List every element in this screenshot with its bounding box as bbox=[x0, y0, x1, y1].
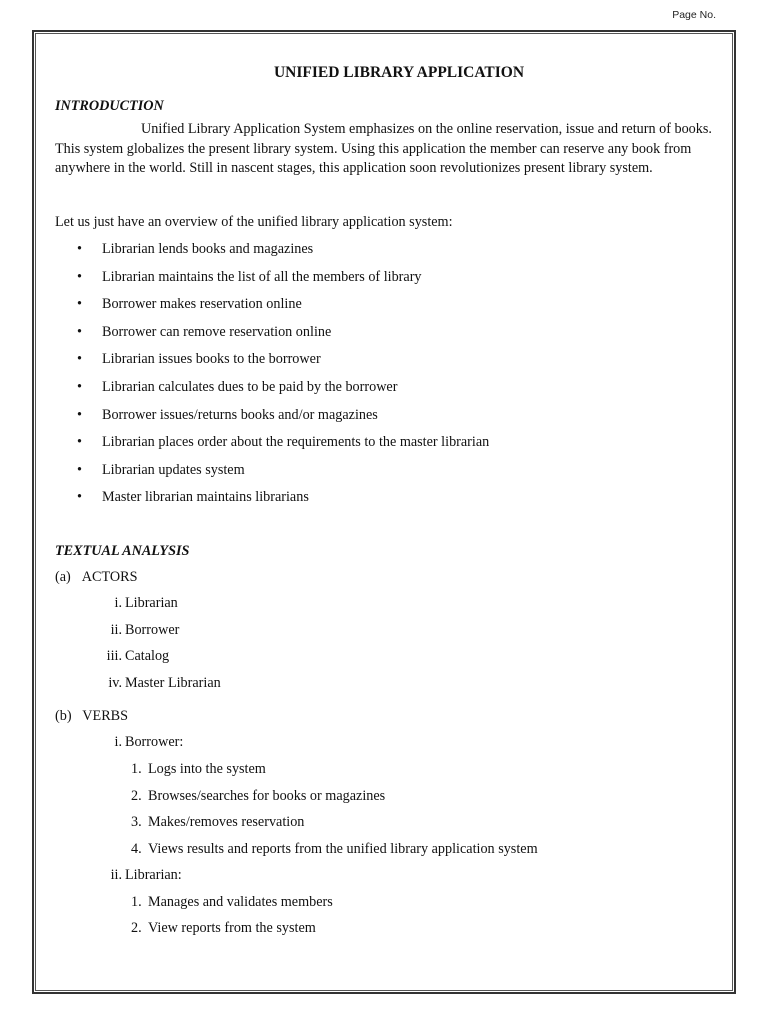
actor-item-text: Librarian bbox=[125, 595, 178, 612]
list-item bbox=[55, 378, 715, 406]
list-item bbox=[55, 295, 715, 323]
list-item-text: Librarian places order about the requirements to the master librarian bbox=[102, 434, 490, 451]
textual-analysis-heading: TEXTUAL ANALYSIS bbox=[55, 542, 190, 559]
bullet-icon: • bbox=[77, 323, 82, 340]
document-body bbox=[55, 63, 715, 946]
roman-marker: iii. bbox=[106, 648, 122, 665]
number-marker: 1. bbox=[131, 760, 142, 777]
roman-marker: ii. bbox=[110, 621, 122, 638]
list-item bbox=[55, 433, 715, 461]
verb-item-text: Logs into the system bbox=[148, 760, 266, 777]
actor-item bbox=[55, 647, 715, 674]
bullet-icon: • bbox=[77, 351, 82, 368]
bullet-icon: • bbox=[77, 241, 82, 257]
actor-item bbox=[55, 621, 715, 648]
list-item-text: Borrower issues/returns books and/or magazines bbox=[102, 406, 378, 423]
list-item bbox=[55, 461, 715, 489]
section-label: VERBS bbox=[82, 708, 129, 725]
list-item-text: Librarian issues books to the borrower bbox=[102, 351, 321, 368]
section-marker: (b) bbox=[55, 708, 72, 725]
list-item bbox=[55, 406, 715, 434]
actor-item-text: Borrower bbox=[125, 621, 180, 638]
list-item bbox=[55, 350, 715, 378]
introduction-heading: INTRODUCTION bbox=[55, 97, 164, 114]
verb-item-text: Views results and reports from the unified library application system bbox=[148, 840, 538, 857]
verb-item bbox=[55, 813, 715, 840]
verb-group-heading bbox=[55, 866, 715, 893]
section-label: ACTORS bbox=[81, 569, 138, 586]
overview-bullet-list bbox=[55, 240, 715, 516]
list-item-text: Librarian updates system bbox=[102, 461, 245, 478]
roman-marker: iv. bbox=[108, 674, 122, 691]
verb-item bbox=[55, 760, 715, 787]
verb-group-label: Borrower: bbox=[125, 734, 184, 751]
verb-group-heading bbox=[55, 733, 715, 760]
list-item-text: Borrower makes reservation online bbox=[102, 296, 302, 313]
list-item bbox=[55, 268, 715, 296]
bullet-icon: • bbox=[77, 378, 82, 395]
verb-item-text: View reports from the system bbox=[148, 920, 316, 937]
document-title: UNIFIED LIBRARY APPLICATION bbox=[273, 64, 525, 81]
bullet-icon: • bbox=[77, 434, 82, 451]
overview-lead: Let us just have an overview of the unified library application system: bbox=[55, 213, 453, 230]
verb-item bbox=[55, 840, 715, 867]
actor-item-text: Master Librarian bbox=[125, 674, 221, 691]
number-marker: 1. bbox=[131, 893, 142, 910]
roman-marker: i. bbox=[114, 595, 122, 612]
number-marker: 3. bbox=[131, 814, 142, 831]
actors-section-heading bbox=[55, 568, 715, 594]
bullet-icon: • bbox=[77, 489, 82, 506]
bullet-icon: • bbox=[77, 296, 82, 313]
verb-item-text: Browses/searches for books or magazines bbox=[148, 787, 386, 804]
verb-item bbox=[55, 787, 715, 814]
bullet-icon: • bbox=[77, 406, 82, 423]
section-marker: (a) bbox=[55, 569, 71, 586]
actor-item bbox=[55, 674, 715, 701]
verb-item bbox=[55, 893, 715, 920]
roman-marker: ii. bbox=[110, 867, 122, 884]
bullet-icon: • bbox=[77, 268, 82, 285]
verb-item bbox=[55, 919, 715, 946]
verb-group-label: Librarian: bbox=[125, 867, 182, 884]
verbs-section-heading bbox=[55, 707, 715, 733]
list-item-text: Master librarian maintains librarians bbox=[102, 489, 309, 506]
roman-marker: i. bbox=[114, 734, 122, 751]
introduction-paragraph: Unified Library Application System emphasizes on the online reservation, issue and return of books. This system globalizes the present library system. Using this application the member can reserve any book from anywhere in the world. Still in nascent stages, this application soon revolutionizes present library system. bbox=[55, 121, 712, 176]
list-item-text: Librarian calculates dues to be paid by the borrower bbox=[102, 378, 398, 395]
list-item-text: Borrower can remove reservation online bbox=[102, 323, 332, 340]
number-marker: 2. bbox=[131, 920, 142, 937]
list-item bbox=[55, 240, 715, 268]
number-marker: 4. bbox=[131, 840, 142, 857]
list-item bbox=[55, 488, 715, 516]
list-item-text: Librarian lends books and magazines bbox=[102, 241, 314, 257]
verb-item-text: Makes/removes reservation bbox=[148, 814, 305, 831]
bullet-icon: • bbox=[77, 461, 82, 478]
number-marker: 2. bbox=[131, 787, 142, 804]
verb-item-text: Manages and validates members bbox=[148, 893, 333, 910]
page-number-label: Page No. bbox=[672, 9, 716, 21]
actor-item-text: Catalog bbox=[125, 648, 170, 665]
list-item bbox=[55, 323, 715, 351]
actor-item bbox=[55, 594, 715, 621]
list-item-text: Librarian maintains the list of all the members of library bbox=[102, 268, 422, 285]
